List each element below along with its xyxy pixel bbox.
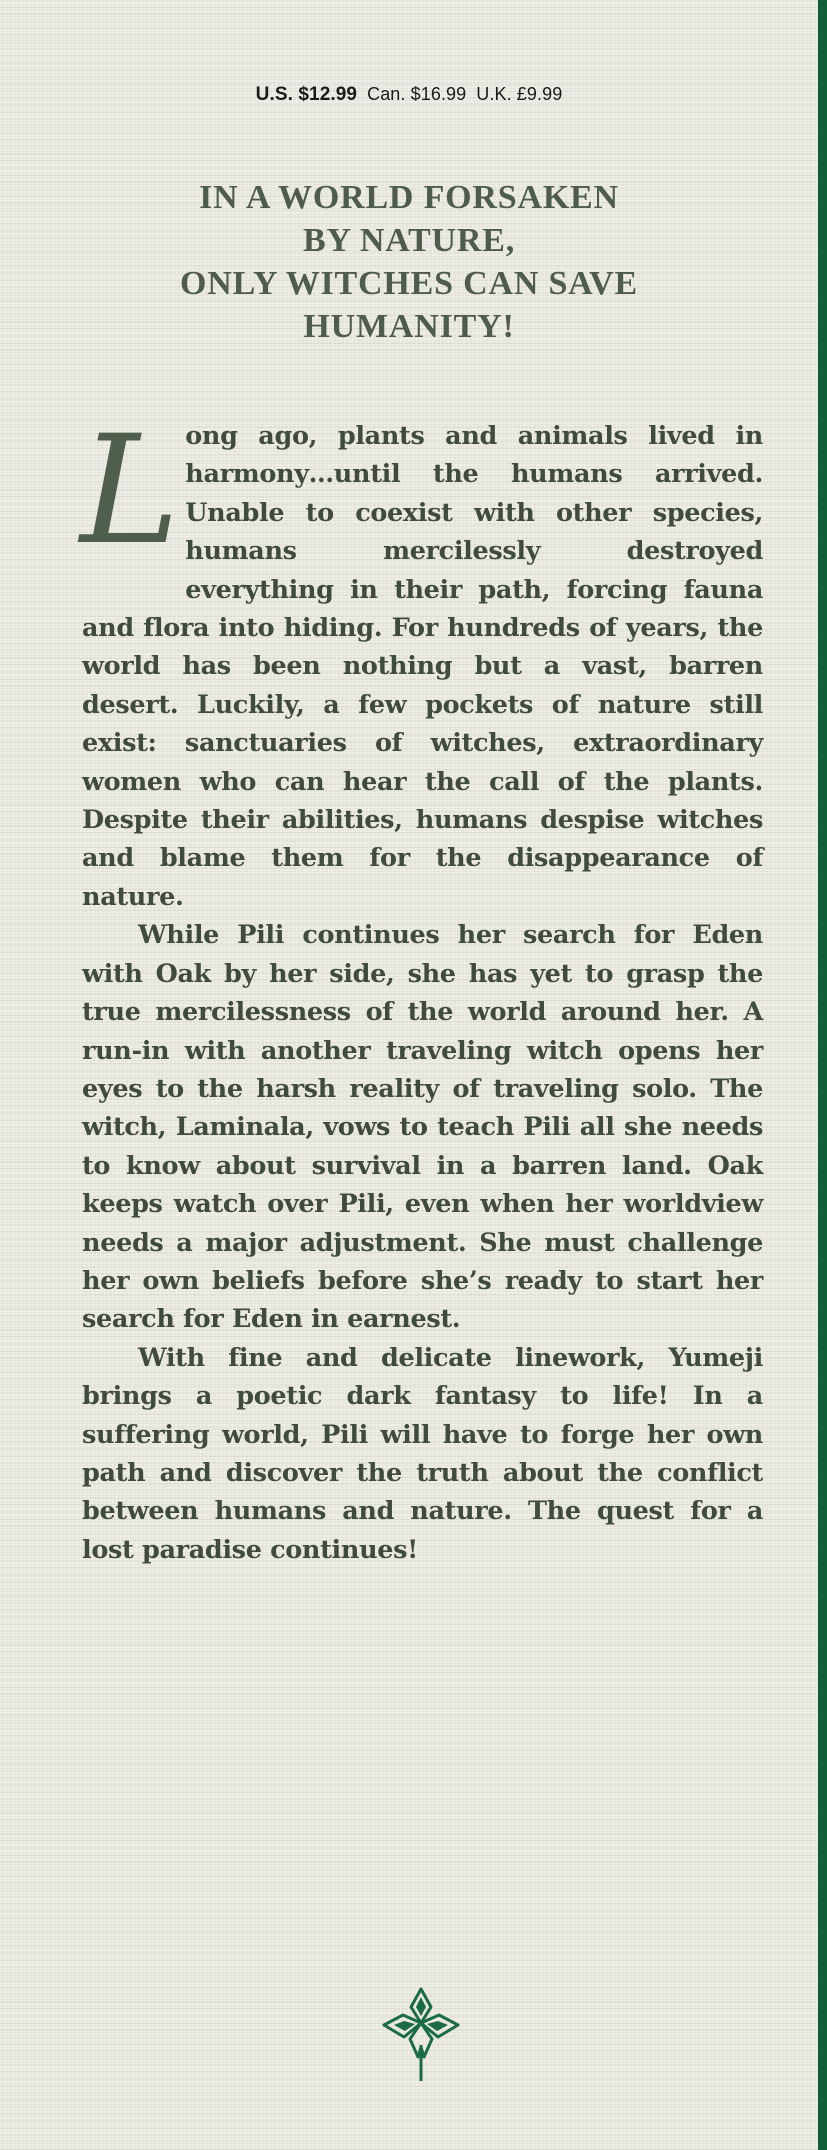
- synopsis: [80, 404, 763, 1569]
- synopsis-paragraph-2: While Pili continues her search for Eden with Oak by her side, she has yet to grasp the true mercilessness of the world around her. A run-in with another traveling witch opens her eyes to the harsh reality of traveling solo. The witch, Laminala, vows to teach Pili all she needs to know about survival in a barren land. Oak keeps watch over Pili, even when her worldview needs a major adjustment. She must challenge her own beliefs before she’s ready to start her search for Eden in earnest.: [82, 920, 763, 1335]
- paragraph-1-text: ong ago, plants and animals lived in harmony…until the humans arrived. Unable to coexist with other species, humans mercilessly destroyed everything in their path, forcing fauna and flora into hiding. For hundreds of years, the world has been nothing but a vast, barren desert. Luckily, a few pockets of nature still exist: sanctuaries of witches, extraordinary women who can hear the call of the plants. Despite their abilities, humans despise witches and blame them for the disappearance of nature.: [82, 421, 763, 912]
- headline-line: HUMANITY!: [303, 308, 515, 345]
- headline-line: BY NATURE,: [302, 222, 516, 259]
- leaf-ornament-icon: [380, 1985, 462, 2083]
- headline-line: IN A WORLD FORSAKEN: [199, 179, 619, 216]
- price-us: U.S. $12.99: [255, 84, 358, 105]
- synopsis-paragraph-3: With fine and delicate linework, Yumeji brings a poetic dark fantasy to life! In a suffering world, Pili will have to forge her own path and discover the truth about the conflict between humans and nature. The quest for a lost paradise continues!: [82, 1342, 763, 1565]
- spine-edge: [818, 0, 827, 2150]
- drop-cap: L: [80, 404, 180, 578]
- headline-line: ONLY WITCHES CAN SAVE: [179, 265, 638, 302]
- price-uk: U.K. £9.99: [476, 84, 563, 104]
- price-line: [0, 84, 818, 106]
- headline: [0, 176, 818, 348]
- synopsis-paragraph-1: [80, 404, 763, 916]
- price-canada: Can. $16.99: [367, 84, 467, 104]
